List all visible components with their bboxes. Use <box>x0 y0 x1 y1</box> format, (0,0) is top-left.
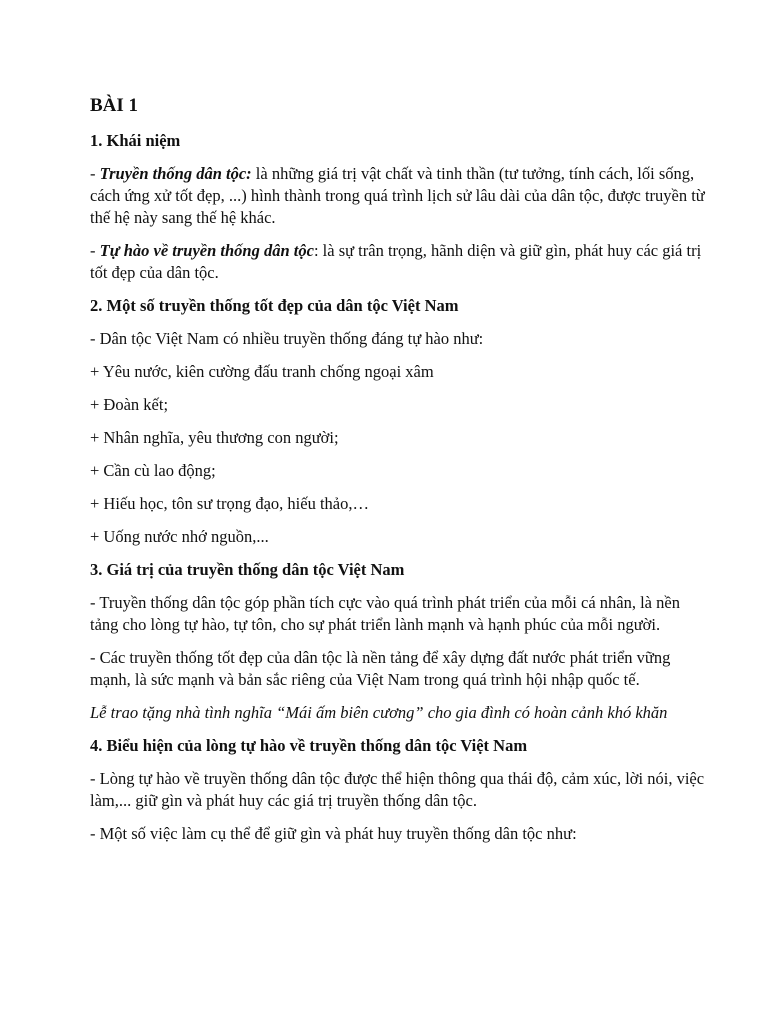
list-item: + Uống nước nhớ nguồn,... <box>90 527 269 546</box>
term-tu-hao-ve-truyen-thong: Tự hào về truyền thống dân tộc <box>99 241 314 260</box>
definition-text: là những giá trị vật chất và tinh thần (tư tưởng, tính cách, lối sống, cách ứng xử tốt đẹp, ...) hình thành trong quá trình lịch sử lâu dài của dân tộc, được truyền từ thế hệ này sang thế hệ khác. <box>90 164 705 227</box>
section-2-intro: - Dân tộc Việt Nam có nhiều truyền thống đáng tự hào như: <box>90 329 484 348</box>
section-3-paragraph-2: - Các truyền thống tốt đẹp của dân tộc là nền tảng để xây dựng đất nước phát triển vững mạnh, là sức mạnh và bản sắc riêng của Việt Nam trong quá trình hội nhập quốc tế. <box>90 648 671 689</box>
document-title: BÀI 1 <box>90 95 139 116</box>
section-1-paragraph-2 <box>90 240 708 284</box>
section-4-paragraph-1: - Lòng tự hào về truyền thống dân tộc được thể hiện thông qua thái độ, cảm xúc, lời nói, việc làm,... giữ gìn và phát huy các giá trị truyền thống dân tộc. <box>90 769 705 810</box>
paragraph-dash: - <box>90 241 100 260</box>
image-caption: Lễ trao tặng nhà tình nghĩa “Mái ấm biên cương” cho gia đình có hoàn cảnh khó khăn <box>90 703 668 722</box>
list-item: + Nhân nghĩa, yêu thương con người; <box>90 428 339 447</box>
section-1-heading: 1. Khái niệm <box>90 131 181 150</box>
section-4-paragraph-2: - Một số việc làm cụ thể để giữ gìn và phát huy truyền thống dân tộc như: <box>90 824 577 843</box>
section-2-heading: 2. Một số truyền thống tốt đẹp của dân tộc Việt Nam <box>90 296 459 315</box>
section-1-paragraph-1 <box>90 163 708 229</box>
section-3-paragraph-1: - Truyền thống dân tộc góp phần tích cực vào quá trình phát triển của mỗi cá nhân, là nền tảng cho lòng tự hào, tự tôn, cho sự phát triển lành mạnh và hạnh phúc của mỗi người. <box>90 593 680 634</box>
definition-text: : là sự trân trọng, hãnh diện và giữ gìn, phát huy các giá trị tốt đẹp của dân tộc. <box>90 241 702 282</box>
term-truyen-thong-dan-toc: Truyền thống dân tộc: <box>99 164 252 183</box>
list-item: + Cần cù lao động; <box>90 461 216 480</box>
list-item: + Đoàn kết; <box>90 395 169 414</box>
section-3-heading: 3. Giá trị của truyền thống dân tộc Việt Nam <box>90 560 405 579</box>
list-item: + Yêu nước, kiên cường đấu tranh chống ngoại xâm <box>90 362 434 381</box>
section-4-heading: 4. Biểu hiện của lòng tự hào về truyền thống dân tộc Việt Nam <box>90 736 528 755</box>
list-item: + Hiếu học, tôn sư trọng đạo, hiếu thảo,… <box>90 494 369 513</box>
paragraph-dash: - <box>90 164 100 183</box>
